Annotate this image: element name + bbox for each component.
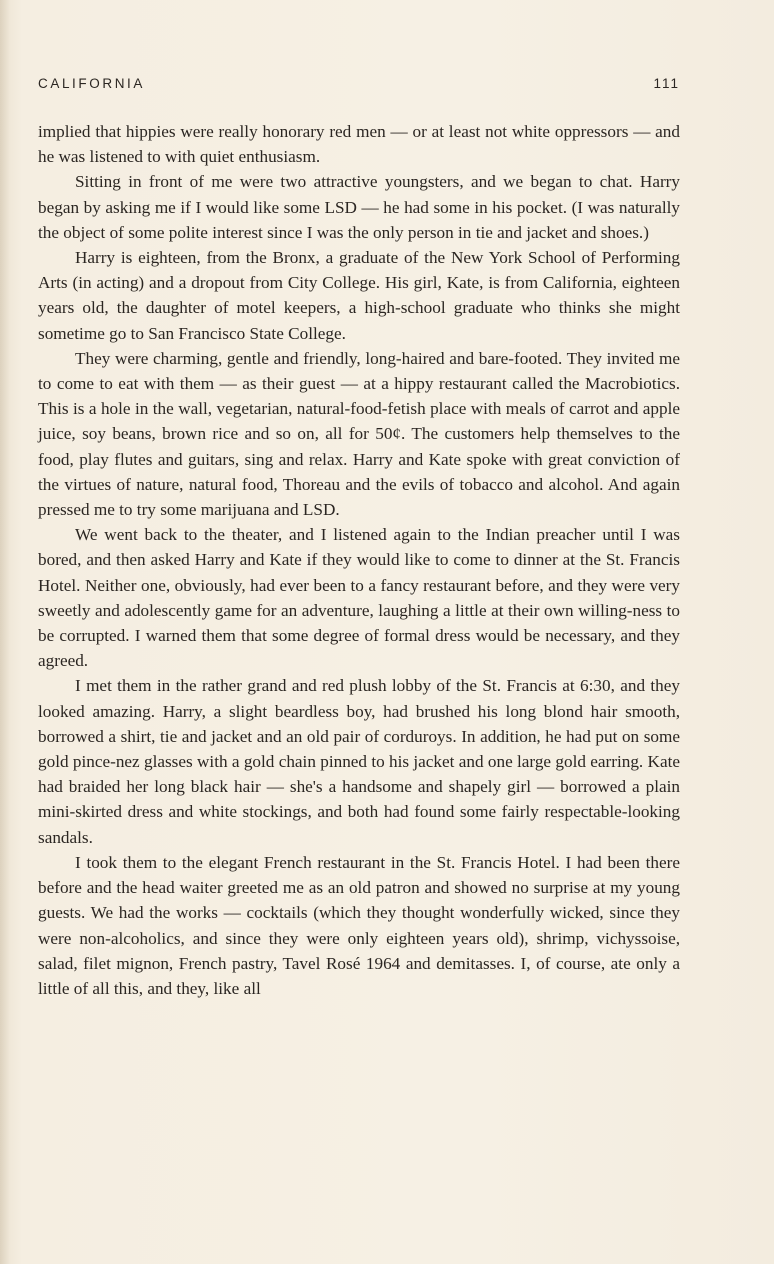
paragraph: Sitting in front of me were two attractive youngsters, and we began to chat. Harry began by asking me if I would like some LSD — he had some in his pocket. (I was naturally the object of some polite interest since I was the only person in tie and jacket and shoes.) <box>38 172 680 242</box>
paragraph: We went back to the theater, and I listened again to the Indian preacher until I was bored, and then asked Harry and Kate if they would like to come to dinner at the St. Francis Hotel. Neither one, obviously, had ever been to a fancy restaurant before, and they were very sweetly and adolescently game for an adventure, laughing a little at their own willing-ness to be corrupted. I warned them that some degree of formal dress would be necessary, and they agreed. <box>38 525 680 671</box>
paragraph: They were charming, gentle and friendly, long-haired and bare-footed. They invited me to come to eat with them — as their guest — at a hippy restaurant called the Macrobiotics. This is a hole in the wall, vegetarian, natural-food-fetish place with meals of carrot and apple juice, soy beans, brown rice and so on, all for 50¢. The customers help themselves to the food, play flutes and guitars, sing and relax. Harry and Kate spoke with great conviction of the virtues of nature, natural food, Thoreau and the evils of tobacco and alcohol. And again pressed me to try some marijuana and LSD. <box>38 348 680 520</box>
running-head-title: CALIFORNIA <box>38 76 146 91</box>
paragraph: I met them in the rather grand and red plush lobby of the St. Francis at 6:30, and they looked amazing. Harry, a slight beardless boy, had brushed his long blond hair smooth, borrowed a shirt, tie and jacket and an old pair of corduroys. In addition, he had put on some gold pince-nez glasses with a gold chain pinned to his jacket and one large gold earring. Kate had braided her long black hair — she's a handsome and shapely girl — borrowed a plain mini-skirted dress and white stockings, and both had found some fairly respectable-looking sandals. <box>38 676 680 847</box>
page-number: 111 <box>653 76 680 91</box>
running-head <box>38 76 680 96</box>
page-gutter-shadow <box>0 0 10 1264</box>
paragraph: I took them to the elegant French restaurant in the St. Francis Hotel. I had been there before and the head waiter greeted me as an old patron and showed no surprise at my young guests. We had the works — cocktails (which they thought wonderfully wicked, since they were non-alcoholics, and since they were only eighteen years old), shrimp, vichyssoise, salad, filet mignon, French pastry, Tavel Rosé 1964 and demitasses. I, of course, ate only a little of all this, and they, like all <box>38 852 680 998</box>
paragraph-continued: implied that hippies were really honorary red men — or at least not white oppressors — and he was listened to with quiet enthusiasm. <box>38 122 680 167</box>
body-text <box>38 119 680 1001</box>
paragraph: Harry is eighteen, from the Bronx, a graduate of the New York School of Performing Arts (in acting) and a dropout from City College. His girl, Kate, is from California, eighteen years old, the daughter of motel keepers, a high-school graduate who thinks she might sometime go to San Francisco State College. <box>38 248 680 343</box>
